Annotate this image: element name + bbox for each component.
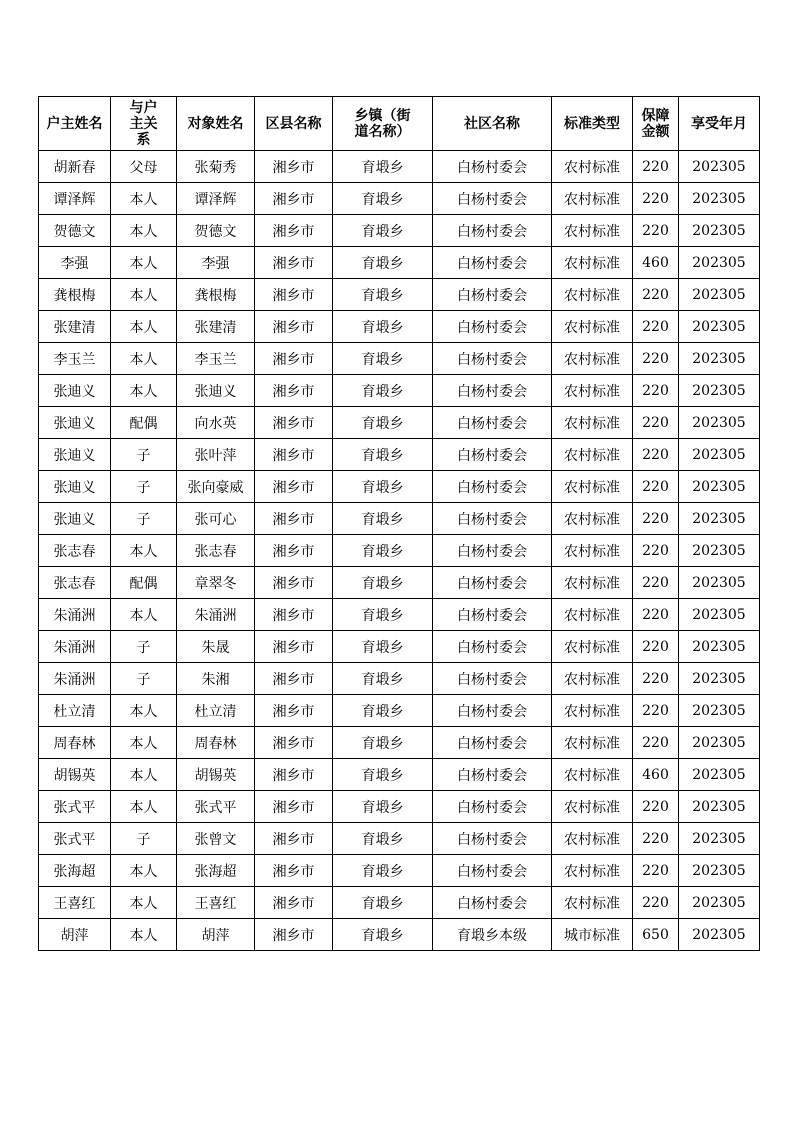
recipient-name-cell: 张菊秀	[177, 151, 255, 183]
relationship-cell: 父母	[111, 151, 177, 183]
household-head-name-cell: 张迪义	[39, 407, 111, 439]
table-row	[39, 727, 760, 759]
standard-type-cell: 农村标准	[552, 631, 633, 663]
household-head-name-cell: 朱涌洲	[39, 631, 111, 663]
community-name-cell: 白杨村委会	[433, 631, 552, 663]
household-head-name-cell: 张海超	[39, 855, 111, 887]
household-head-name-cell: 张迪义	[39, 471, 111, 503]
household-head-name-cell: 张式平	[39, 823, 111, 855]
benefit-month-cell: 202305	[679, 855, 760, 887]
township-name-cell: 育塅乡	[333, 791, 433, 823]
benefit-month-cell: 202305	[679, 759, 760, 791]
county-name-cell: 湘乡市	[255, 439, 333, 471]
table-row	[39, 343, 760, 375]
standard-type-cell: 农村标准	[552, 439, 633, 471]
table-row	[39, 567, 760, 599]
county-name-cell: 湘乡市	[255, 535, 333, 567]
recipient-name-cell: 向水英	[177, 407, 255, 439]
standard-type-cell: 农村标准	[552, 791, 633, 823]
recipient-name-cell: 龚根梅	[177, 279, 255, 311]
roster-body	[39, 151, 760, 951]
county-name-cell: 湘乡市	[255, 727, 333, 759]
township-name-cell: 育塅乡	[333, 695, 433, 727]
header-standard-type: 标准类型	[552, 97, 633, 151]
recipient-name-cell: 谭泽辉	[177, 183, 255, 215]
county-name-cell: 湘乡市	[255, 375, 333, 407]
benefit-month-cell: 202305	[679, 279, 760, 311]
township-name-cell: 育塅乡	[333, 407, 433, 439]
township-name-cell: 育塅乡	[333, 183, 433, 215]
community-name-cell: 白杨村委会	[433, 343, 552, 375]
community-name-cell: 白杨村委会	[433, 215, 552, 247]
household-head-name-cell: 张式平	[39, 791, 111, 823]
recipient-name-cell: 朱晟	[177, 631, 255, 663]
recipient-name-cell: 张建清	[177, 311, 255, 343]
household-head-name-cell: 谭泽辉	[39, 183, 111, 215]
township-name-cell: 育塅乡	[333, 503, 433, 535]
household-head-name-cell: 龚根梅	[39, 279, 111, 311]
county-name-cell: 湘乡市	[255, 759, 333, 791]
standard-type-cell: 农村标准	[552, 599, 633, 631]
relationship-cell: 配偶	[111, 407, 177, 439]
table-row	[39, 695, 760, 727]
table-row	[39, 407, 760, 439]
township-name-cell: 育塅乡	[333, 599, 433, 631]
relationship-cell: 本人	[111, 375, 177, 407]
table-row	[39, 759, 760, 791]
benefit-month-cell: 202305	[679, 663, 760, 695]
relationship-cell: 本人	[111, 535, 177, 567]
benefit-month-cell: 202305	[679, 311, 760, 343]
household-head-name-cell: 胡新春	[39, 151, 111, 183]
relationship-cell: 本人	[111, 343, 177, 375]
standard-type-cell: 农村标准	[552, 279, 633, 311]
relationship-cell: 子	[111, 471, 177, 503]
household-head-name-cell: 张迪义	[39, 375, 111, 407]
benefit-amount-cell: 220	[633, 567, 679, 599]
relationship-cell: 本人	[111, 919, 177, 951]
header-township-name: 乡镇（街道名称）	[333, 97, 433, 151]
county-name-cell: 湘乡市	[255, 503, 333, 535]
relationship-cell: 本人	[111, 855, 177, 887]
table-row	[39, 311, 760, 343]
relationship-cell: 本人	[111, 183, 177, 215]
community-name-cell: 白杨村委会	[433, 855, 552, 887]
community-name-cell: 白杨村委会	[433, 759, 552, 791]
relationship-cell: 子	[111, 503, 177, 535]
header-household-head-name: 户主姓名	[39, 97, 111, 151]
header-relationship: 与户主关系	[111, 97, 177, 151]
table-row	[39, 439, 760, 471]
township-name-cell: 育塅乡	[333, 727, 433, 759]
benefit-amount-cell: 220	[633, 279, 679, 311]
standard-type-cell: 农村标准	[552, 663, 633, 695]
community-name-cell: 白杨村委会	[433, 407, 552, 439]
recipient-name-cell: 李玉兰	[177, 343, 255, 375]
relationship-cell: 子	[111, 439, 177, 471]
benefit-month-cell: 202305	[679, 919, 760, 951]
benefit-month-cell: 202305	[679, 215, 760, 247]
standard-type-cell: 农村标准	[552, 311, 633, 343]
relationship-cell: 子	[111, 663, 177, 695]
benefit-amount-cell: 220	[633, 535, 679, 567]
benefit-month-cell: 202305	[679, 791, 760, 823]
benefit-amount-cell: 220	[633, 183, 679, 215]
benefit-amount-cell: 220	[633, 887, 679, 919]
county-name-cell: 湘乡市	[255, 919, 333, 951]
county-name-cell: 湘乡市	[255, 215, 333, 247]
household-head-name-cell: 朱涌洲	[39, 663, 111, 695]
relationship-cell: 本人	[111, 887, 177, 919]
standard-type-cell: 农村标准	[552, 343, 633, 375]
benefit-amount-cell: 220	[633, 471, 679, 503]
recipient-name-cell: 张曾文	[177, 823, 255, 855]
township-name-cell: 育塅乡	[333, 375, 433, 407]
relationship-cell: 子	[111, 823, 177, 855]
township-name-cell: 育塅乡	[333, 663, 433, 695]
benefit-amount-cell: 220	[633, 663, 679, 695]
benefit-amount-cell: 220	[633, 151, 679, 183]
county-name-cell: 湘乡市	[255, 311, 333, 343]
county-name-cell: 湘乡市	[255, 631, 333, 663]
household-head-name-cell: 王喜红	[39, 887, 111, 919]
household-head-name-cell: 张迪义	[39, 439, 111, 471]
township-name-cell: 育塅乡	[333, 279, 433, 311]
household-head-name-cell: 周春林	[39, 727, 111, 759]
table-row	[39, 247, 760, 279]
benefit-amount-cell: 220	[633, 599, 679, 631]
community-name-cell: 白杨村委会	[433, 311, 552, 343]
benefit-amount-cell: 220	[633, 311, 679, 343]
table-row	[39, 631, 760, 663]
benefit-month-cell: 202305	[679, 471, 760, 503]
header-community-name: 社区名称	[433, 97, 552, 151]
relationship-cell: 子	[111, 631, 177, 663]
household-head-name-cell: 张建清	[39, 311, 111, 343]
benefit-month-cell: 202305	[679, 695, 760, 727]
standard-type-cell: 农村标准	[552, 855, 633, 887]
relationship-cell: 本人	[111, 759, 177, 791]
standard-type-cell: 农村标准	[552, 407, 633, 439]
benefit-month-cell: 202305	[679, 183, 760, 215]
recipient-name-cell: 贺德文	[177, 215, 255, 247]
recipient-name-cell: 张式平	[177, 791, 255, 823]
household-head-name-cell: 胡萍	[39, 919, 111, 951]
recipient-name-cell: 朱涌洲	[177, 599, 255, 631]
county-name-cell: 湘乡市	[255, 887, 333, 919]
county-name-cell: 湘乡市	[255, 567, 333, 599]
standard-type-cell: 农村标准	[552, 759, 633, 791]
header-benefit-month: 享受年月	[679, 97, 760, 151]
table-row	[39, 183, 760, 215]
relationship-cell: 本人	[111, 695, 177, 727]
community-name-cell: 白杨村委会	[433, 887, 552, 919]
county-name-cell: 湘乡市	[255, 695, 333, 727]
table-row	[39, 535, 760, 567]
county-name-cell: 湘乡市	[255, 407, 333, 439]
community-name-cell: 白杨村委会	[433, 791, 552, 823]
benefit-month-cell: 202305	[679, 535, 760, 567]
county-name-cell: 湘乡市	[255, 151, 333, 183]
community-name-cell: 白杨村委会	[433, 663, 552, 695]
household-head-name-cell: 杜立清	[39, 695, 111, 727]
recipient-name-cell: 张海超	[177, 855, 255, 887]
benefit-month-cell: 202305	[679, 247, 760, 279]
table-row	[39, 791, 760, 823]
table-row	[39, 919, 760, 951]
standard-type-cell: 农村标准	[552, 375, 633, 407]
benefit-month-cell: 202305	[679, 727, 760, 759]
benefit-amount-cell: 220	[633, 215, 679, 247]
benefit-month-cell: 202305	[679, 823, 760, 855]
standard-type-cell: 农村标准	[552, 887, 633, 919]
recipient-name-cell: 张叶萍	[177, 439, 255, 471]
community-name-cell: 白杨村委会	[433, 567, 552, 599]
township-name-cell: 育塅乡	[333, 759, 433, 791]
benefit-amount-cell: 220	[633, 823, 679, 855]
benefit-month-cell: 202305	[679, 439, 760, 471]
recipient-name-cell: 张迪义	[177, 375, 255, 407]
standard-type-cell: 农村标准	[552, 567, 633, 599]
table-row	[39, 855, 760, 887]
county-name-cell: 湘乡市	[255, 791, 333, 823]
recipient-name-cell: 李强	[177, 247, 255, 279]
assistance-roster-table	[38, 96, 760, 951]
county-name-cell: 湘乡市	[255, 855, 333, 887]
table-row	[39, 887, 760, 919]
household-head-name-cell: 李强	[39, 247, 111, 279]
standard-type-cell: 农村标准	[552, 151, 633, 183]
township-name-cell: 育塅乡	[333, 631, 433, 663]
header-county-name: 区县名称	[255, 97, 333, 151]
benefit-amount-cell: 220	[633, 343, 679, 375]
benefit-month-cell: 202305	[679, 407, 760, 439]
township-name-cell: 育塅乡	[333, 471, 433, 503]
header-benefit-amount: 保障金额	[633, 97, 679, 151]
relationship-cell: 本人	[111, 247, 177, 279]
county-name-cell: 湘乡市	[255, 823, 333, 855]
benefit-amount-cell: 220	[633, 631, 679, 663]
benefit-month-cell: 202305	[679, 151, 760, 183]
community-name-cell: 白杨村委会	[433, 439, 552, 471]
community-name-cell: 白杨村委会	[433, 183, 552, 215]
township-name-cell: 育塅乡	[333, 343, 433, 375]
relationship-cell: 配偶	[111, 567, 177, 599]
township-name-cell: 育塅乡	[333, 567, 433, 599]
table-row	[39, 279, 760, 311]
benefit-amount-cell: 460	[633, 247, 679, 279]
household-head-name-cell: 张迪义	[39, 503, 111, 535]
table-row	[39, 503, 760, 535]
benefit-amount-cell: 220	[633, 407, 679, 439]
benefit-amount-cell: 220	[633, 375, 679, 407]
community-name-cell: 白杨村委会	[433, 375, 552, 407]
county-name-cell: 湘乡市	[255, 471, 333, 503]
county-name-cell: 湘乡市	[255, 599, 333, 631]
recipient-name-cell: 张可心	[177, 503, 255, 535]
recipient-name-cell: 张向豪威	[177, 471, 255, 503]
household-head-name-cell: 胡锡英	[39, 759, 111, 791]
benefit-month-cell: 202305	[679, 503, 760, 535]
recipient-name-cell: 胡萍	[177, 919, 255, 951]
household-head-name-cell: 张志春	[39, 567, 111, 599]
county-name-cell: 湘乡市	[255, 183, 333, 215]
community-name-cell: 育塅乡本级	[433, 919, 552, 951]
relationship-cell: 本人	[111, 215, 177, 247]
table-row	[39, 823, 760, 855]
township-name-cell: 育塅乡	[333, 823, 433, 855]
community-name-cell: 白杨村委会	[433, 535, 552, 567]
community-name-cell: 白杨村委会	[433, 695, 552, 727]
community-name-cell: 白杨村委会	[433, 503, 552, 535]
benefit-amount-cell: 460	[633, 759, 679, 791]
recipient-name-cell: 朱湘	[177, 663, 255, 695]
recipient-name-cell: 杜立清	[177, 695, 255, 727]
recipient-name-cell: 胡锡英	[177, 759, 255, 791]
community-name-cell: 白杨村委会	[433, 471, 552, 503]
benefit-month-cell: 202305	[679, 631, 760, 663]
standard-type-cell: 农村标准	[552, 247, 633, 279]
county-name-cell: 湘乡市	[255, 343, 333, 375]
relationship-cell: 本人	[111, 727, 177, 759]
header-recipient-name: 对象姓名	[177, 97, 255, 151]
recipient-name-cell: 章翠冬	[177, 567, 255, 599]
benefit-month-cell: 202305	[679, 343, 760, 375]
table-row	[39, 599, 760, 631]
household-head-name-cell: 李玉兰	[39, 343, 111, 375]
township-name-cell: 育塅乡	[333, 311, 433, 343]
household-head-name-cell: 张志春	[39, 535, 111, 567]
relationship-cell: 本人	[111, 791, 177, 823]
benefit-month-cell: 202305	[679, 599, 760, 631]
county-name-cell: 湘乡市	[255, 247, 333, 279]
benefit-month-cell: 202305	[679, 567, 760, 599]
standard-type-cell: 农村标准	[552, 471, 633, 503]
table-row	[39, 375, 760, 407]
community-name-cell: 白杨村委会	[433, 599, 552, 631]
benefit-amount-cell: 650	[633, 919, 679, 951]
standard-type-cell: 农村标准	[552, 727, 633, 759]
table-row	[39, 215, 760, 247]
relationship-cell: 本人	[111, 599, 177, 631]
benefit-amount-cell: 220	[633, 855, 679, 887]
community-name-cell: 白杨村委会	[433, 727, 552, 759]
township-name-cell: 育塅乡	[333, 855, 433, 887]
benefit-amount-cell: 220	[633, 503, 679, 535]
standard-type-cell: 农村标准	[552, 695, 633, 727]
standard-type-cell: 农村标准	[552, 503, 633, 535]
community-name-cell: 白杨村委会	[433, 151, 552, 183]
standard-type-cell: 农村标准	[552, 183, 633, 215]
township-name-cell: 育塅乡	[333, 887, 433, 919]
standard-type-cell: 农村标准	[552, 823, 633, 855]
recipient-name-cell: 张志春	[177, 535, 255, 567]
recipient-name-cell: 周春林	[177, 727, 255, 759]
standard-type-cell: 农村标准	[552, 535, 633, 567]
community-name-cell: 白杨村委会	[433, 247, 552, 279]
benefit-amount-cell: 220	[633, 727, 679, 759]
standard-type-cell: 农村标准	[552, 215, 633, 247]
household-head-name-cell: 朱涌洲	[39, 599, 111, 631]
recipient-name-cell: 王喜红	[177, 887, 255, 919]
benefit-month-cell: 202305	[679, 375, 760, 407]
table-row	[39, 471, 760, 503]
header-row	[39, 97, 760, 151]
township-name-cell: 育塅乡	[333, 151, 433, 183]
benefit-amount-cell: 220	[633, 791, 679, 823]
table-row	[39, 151, 760, 183]
township-name-cell: 育塅乡	[333, 439, 433, 471]
table-row	[39, 663, 760, 695]
standard-type-cell: 城市标准	[552, 919, 633, 951]
relationship-cell: 本人	[111, 279, 177, 311]
township-name-cell: 育塅乡	[333, 535, 433, 567]
household-head-name-cell: 贺德文	[39, 215, 111, 247]
township-name-cell: 育塅乡	[333, 247, 433, 279]
benefit-amount-cell: 220	[633, 695, 679, 727]
community-name-cell: 白杨村委会	[433, 823, 552, 855]
benefit-amount-cell: 220	[633, 439, 679, 471]
county-name-cell: 湘乡市	[255, 663, 333, 695]
township-name-cell: 育塅乡	[333, 215, 433, 247]
township-name-cell: 育塅乡	[333, 919, 433, 951]
benefit-month-cell: 202305	[679, 887, 760, 919]
county-name-cell: 湘乡市	[255, 279, 333, 311]
community-name-cell: 白杨村委会	[433, 279, 552, 311]
relationship-cell: 本人	[111, 311, 177, 343]
document-sheet	[38, 96, 759, 951]
